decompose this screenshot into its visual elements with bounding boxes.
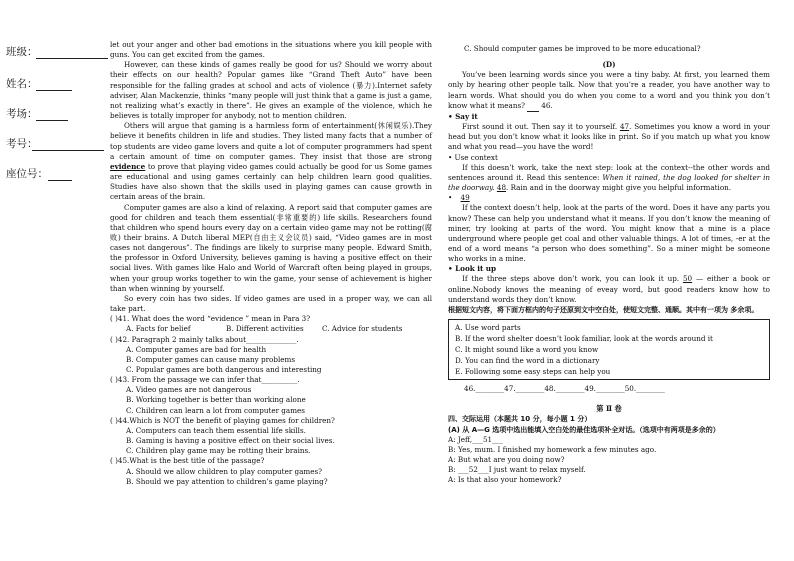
question-41: ( )41. What does the word “evidence ” mean in Para 3?	[110, 314, 311, 324]
q44-option-b[interactable]: B. Gaming is having a positive effect on their social lives.	[126, 436, 335, 446]
passage-paragraph-1: let out your anger and other bad emotions in the situations where you kill people with guns. You can get excited from the games.	[110, 40, 432, 60]
q41-option-a[interactable]: A. Facts for belief	[126, 324, 191, 334]
q43-option-a[interactable]: A. Video games are not dangerous	[126, 385, 252, 395]
passage-d-intro: You’ve been learning words since you were a tiny baby. At first, you learned them only by hearing other people talk. Now that you’re a reader, you have another way to learn words. What should you do when you come to a word and you think you don’t know what it means? 46.	[448, 70, 770, 112]
section-4a-instructions: (A) 从 A—G 选项中选出能填入空白处的最佳选项补全对话。（选项中有两项是多余的）	[448, 425, 720, 434]
name-field[interactable]	[4, 76, 108, 94]
class-field[interactable]	[4, 44, 108, 62]
say-it-heading: • Say it	[448, 111, 478, 121]
answer-line[interactable]: 46.________47.________48.________49.________50.________	[464, 384, 665, 394]
q43-option-b[interactable]: B. Working together is better than working alone	[126, 395, 306, 405]
look-it-up-heading: • Look it up	[448, 264, 497, 274]
look-it-up-paragraph: If the three steps above don’t work, you can look it up. 50 — either a book or online.Nobody knows the meaning of eveay word, but good readers know how to understand words they don’t know.	[448, 274, 771, 304]
q43-option-c[interactable]: C. Children can learn a lot from computer games	[126, 405, 305, 415]
blank-46[interactable]: 46.	[527, 101, 539, 112]
word-parts-paragraph: If the context doesn’t help, look at the parts of the word. Does it have any parts you know? These can help you understand what it means. If you don’t know the meaning of miner, try looking at parts of the word. You might know that a mine is a place underground where people get coal and other valuable things. A lot of times, -er at the end of a word means “a person who does something”. So a miner might be someone who works in a mine.	[448, 203, 770, 264]
left-column	[110, 40, 432, 487]
use-context-heading: • Use context	[448, 152, 498, 162]
dialogue-line-5: A: Is that also your homework?	[448, 475, 562, 485]
box-option-b: B. If the word shelter doesn’t look familiar, look at the words around it	[455, 334, 713, 344]
box-option-c: C. It might sound like a word you know	[455, 345, 599, 355]
q42-option-b[interactable]: B. Computer games can cause many problems	[126, 354, 296, 364]
dialogue-line-3: A: But what are you doing now?	[448, 455, 565, 464]
question-45: ( )45.What is the best title of the passage?	[110, 456, 265, 466]
section-d-heading: (D)	[602, 60, 616, 70]
section-d-instructions: 根据短文内容，将下面方框内的句子还原到文中空白处，使短文完整、通顺。其中有一项为 多余项。	[448, 305, 759, 314]
q45-option-a[interactable]: A. Should we allow children to play computer games?	[126, 466, 323, 476]
blank-47[interactable]: 47	[619, 122, 630, 132]
q42-option-c[interactable]: C. Popular games are both dangerous and interesting	[126, 365, 322, 374]
box-option-e: E. Following some easy steps can help you	[455, 367, 611, 377]
q42-option-a[interactable]: A. Computer games are bad for health	[126, 344, 267, 354]
q45-option-c[interactable]: C. Should computer games be improved to be more educational?	[464, 44, 701, 53]
q41-option-c[interactable]: C. Advice for students	[322, 324, 403, 334]
question-44: ( )44.Which is NOT the benefit of playing games for children?	[110, 415, 335, 425]
blank-50[interactable]: 50	[682, 274, 693, 284]
q44-option-c[interactable]: C. Children play game may be rotting their brains.	[126, 446, 311, 456]
dialogue-line-4: B: ___52___I just want to relax myself.	[448, 465, 586, 475]
exam-room-label: 考场：	[6, 108, 38, 120]
passage-paragraph-5: So every coin has two sides. If video games are used in a proper way, we can all take part.	[110, 293, 432, 314]
seat-number-label: 座位号：	[6, 168, 48, 180]
blank-49[interactable]: 49	[460, 193, 470, 203]
say-it-paragraph: First sound it out. Then say it to yourself. 47. Sometimes you know a word in your head but you don’t know what it looks like in print. So if you match up what you know and what you read—you have the word!	[448, 122, 770, 152]
box-option-a: A. Use word parts	[455, 323, 521, 333]
q44-option-a[interactable]: A. Computers can teach them essential life skills.	[126, 425, 306, 435]
dialogue-line-2: B: Yes, mum. I finished my homework a few minutes ago.	[448, 444, 657, 454]
blank-48[interactable]: 48	[496, 183, 507, 193]
q45-option-b[interactable]: B. Should we pay attention to children’s game playing?	[126, 476, 328, 486]
name-label: 姓名：	[6, 78, 38, 90]
options-box	[448, 319, 770, 380]
evidence-word: evidence	[110, 161, 146, 171]
passage-paragraph-3: Others will argue that gaming is a harmless form of entertainment(休闲娱乐).They believe it benefits children in life and studies. They listed many facts that a number of top students are video game lovers and quite a lot of computer programmers had spent a certain amount of time on computer games. They insist that those are strong evidence to prove that playing video games could actually be good for us Some games are educational and using games certainly can help children learn good qualities. Studies have also shown that the skills used in playing games can cause growth in certain areas of the brain.	[110, 121, 432, 202]
class-label: 班级：	[6, 46, 38, 58]
question-42: ( )42. Paragraph 2 mainly talks about______________.	[110, 334, 299, 344]
box-option-d: D. You can find the word in a dictionary	[455, 356, 600, 366]
passage-paragraph-4: Computer games are also a kind of relaxing. A report said that computer games are good for children and teach them essential(非常重要的) life skills. Researchers found that children who spend hours every day on a certain video game may not be rotting(腐败) their brains. A Dutch liberal MEP(自由主义会议员) said, “Video games are in most cases not dangerous”. The findings are likely to surprise many people. Edward Smith, the professor in Oxford University, believes gaming is having a positive effect on their social lives. With games like Halo and World of Warcraft often being played in groups, when your group works together to win the game, your sense of achievement is higher than when winning by yourself.	[110, 202, 432, 293]
volume-two-heading: 第 Ⅱ 卷	[596, 404, 622, 414]
question-43: ( )43. From the passage we can infer that__________.	[110, 375, 300, 385]
q41-option-b[interactable]: B. Different activities	[226, 324, 304, 334]
question-41-options	[110, 324, 432, 334]
use-context-paragraph: If this doesn’t work, take the next step: look at the context--the other words and sentences around it. Read this sentence: When it rained, the dog looked for shelter in the doorway. 48. Rain and in the doorway might give you helpful information.	[448, 162, 770, 193]
exam-number-field[interactable]	[4, 136, 108, 154]
right-column	[448, 44, 770, 485]
passage-paragraph-2: However, can these kinds of games really be good for us? Should we worry about their effects on our health? Popular games like “Grand Theft Auto” have been responsible for the falling grades at school and acts of violence (暴力).Internet safety adviser, Alan Mackenzie, thinks “many people will just think that a game is just a game, not realizing what’s exactly in there”. He gives an example of the violence, which he believes is totally improper for anybody, not to mention children.	[110, 60, 432, 121]
dialogue-line-1: A: Jeff,___51___	[448, 434, 503, 444]
seat-number-field[interactable]	[4, 166, 108, 184]
exam-room-field[interactable]	[4, 106, 108, 124]
blank-49-row: • 49	[448, 193, 770, 203]
section-4-heading: 四、交际运用（本题共 10 分，每小题 1 分）	[448, 415, 592, 424]
exam-number-label: 考号：	[6, 138, 38, 150]
